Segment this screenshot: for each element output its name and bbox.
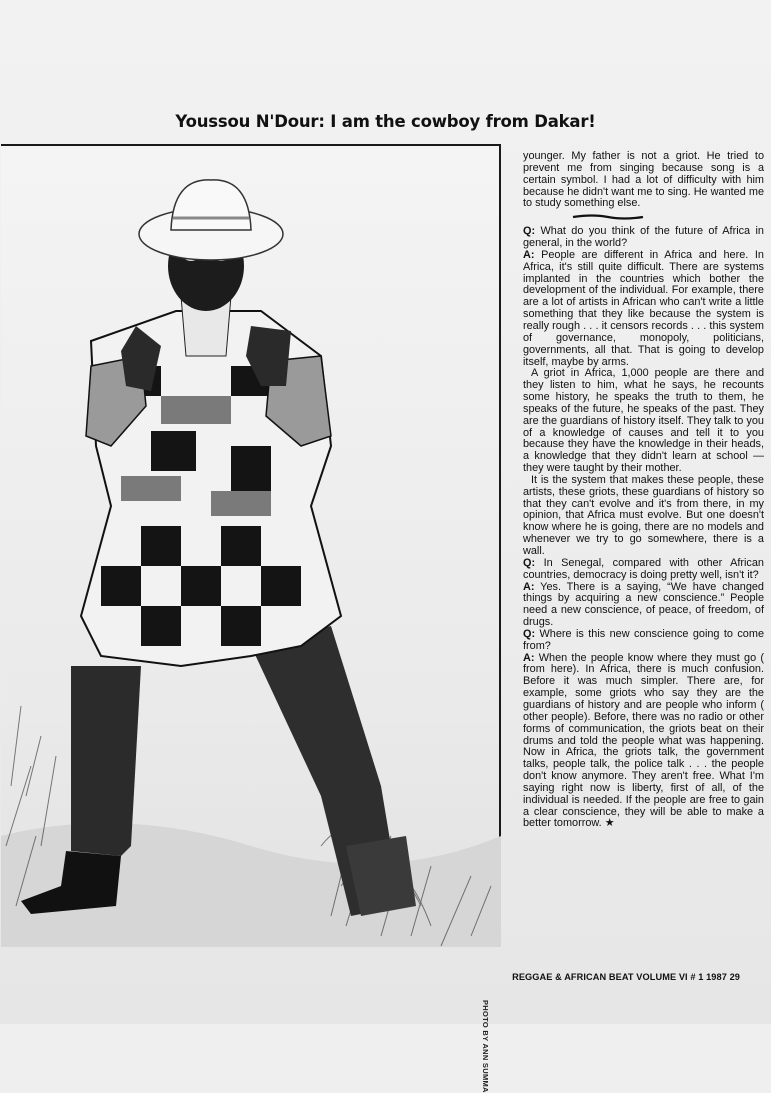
question-senegal-democracy: Q: In Senegal, compared with other African countries, democracy is doing pretty well, isn't it? xyxy=(523,556,764,581)
answer-senegal-democracy: A: Yes. There is a saying, “We have changed things by acquiring a new conscience.” People need a new conscience, of peace, of freedom, of drugs. xyxy=(523,580,764,629)
paragraph-system: It is the system that makes these people, these artists, these griots, these guardians of history so that they can't evolve and it's from there, in my opinion, that Africa must evolve. But one doesn't know where he is going, there are no models and whenever we try to go somewhere, there is a wall. xyxy=(523,473,764,557)
photo-credit: PHOTO BY ANN SUMMA xyxy=(481,1000,490,1093)
question-new-conscience: Q: Where is this new conscience going to come from? xyxy=(523,627,764,652)
page-footer: REGGAE & AFRICAN BEAT VOLUME VI # 1 1987 29 xyxy=(512,972,740,982)
article-headline: Youssou N'Dour: I am the cowboy from Dakar! xyxy=(175,112,596,131)
paragraph-intro: younger. My father is not a griot. He tried to prevent me from singing because song is a certain symbol. I had a lot of difficulty with him because he didn't want me to sing. He wanted me to study something else. xyxy=(523,150,764,210)
cowboy-figure-illustration xyxy=(1,146,501,947)
question-future-of-africa: Q: What do you think of the future of Africa in general, in the world? xyxy=(523,225,764,250)
answer-future-of-africa: A: People are different in Africa and here. In Africa, it's still quite difficult. There are systems implanted in the countries which bother the development of the individual. For example, there are a lot of artists in African who can't write a little something that they like because the system is really rough . . . it censors records . . . this system of governance, monopoly, politicians, governments, all that. That is going to develop itself, maybe by arms. xyxy=(523,248,764,368)
cowboy-photo xyxy=(1,144,501,1093)
answer-new-conscience: A: When the people know where they must go ( from here). In Africa, there is much confusion. Before it was much simpler. There are, for example, some griots who say they are the guardians of history and are people who inform ( other people). Before, there was no radio or other forms of communication, the griots beat on their drums and told the people what was happening. Now in Africa, the griots talk, the government talks, people talk, the police talk . . . the people don't know anymore. They aren't free. What I'm saying right now is liberty, first of all, of the individual is needed. If the people are free to gain a clear conscience, they will be able to make a better tomorrow. ★ xyxy=(523,651,764,830)
article-body xyxy=(523,151,764,830)
divider-squiggle xyxy=(573,214,643,220)
paragraph-griot: A griot in Africa, 1,000 people are there and they listen to him, what he says, he recounts some history, he speaks the truth to them, he speaks of the future, he speaks of the past. They are the guardians of history itself. They talk to you of a knowledge of causes and tell it to you because they have the knowledge in their heads, a knowledge that they didn't learn at school — they were taught by their mother. xyxy=(523,367,764,475)
